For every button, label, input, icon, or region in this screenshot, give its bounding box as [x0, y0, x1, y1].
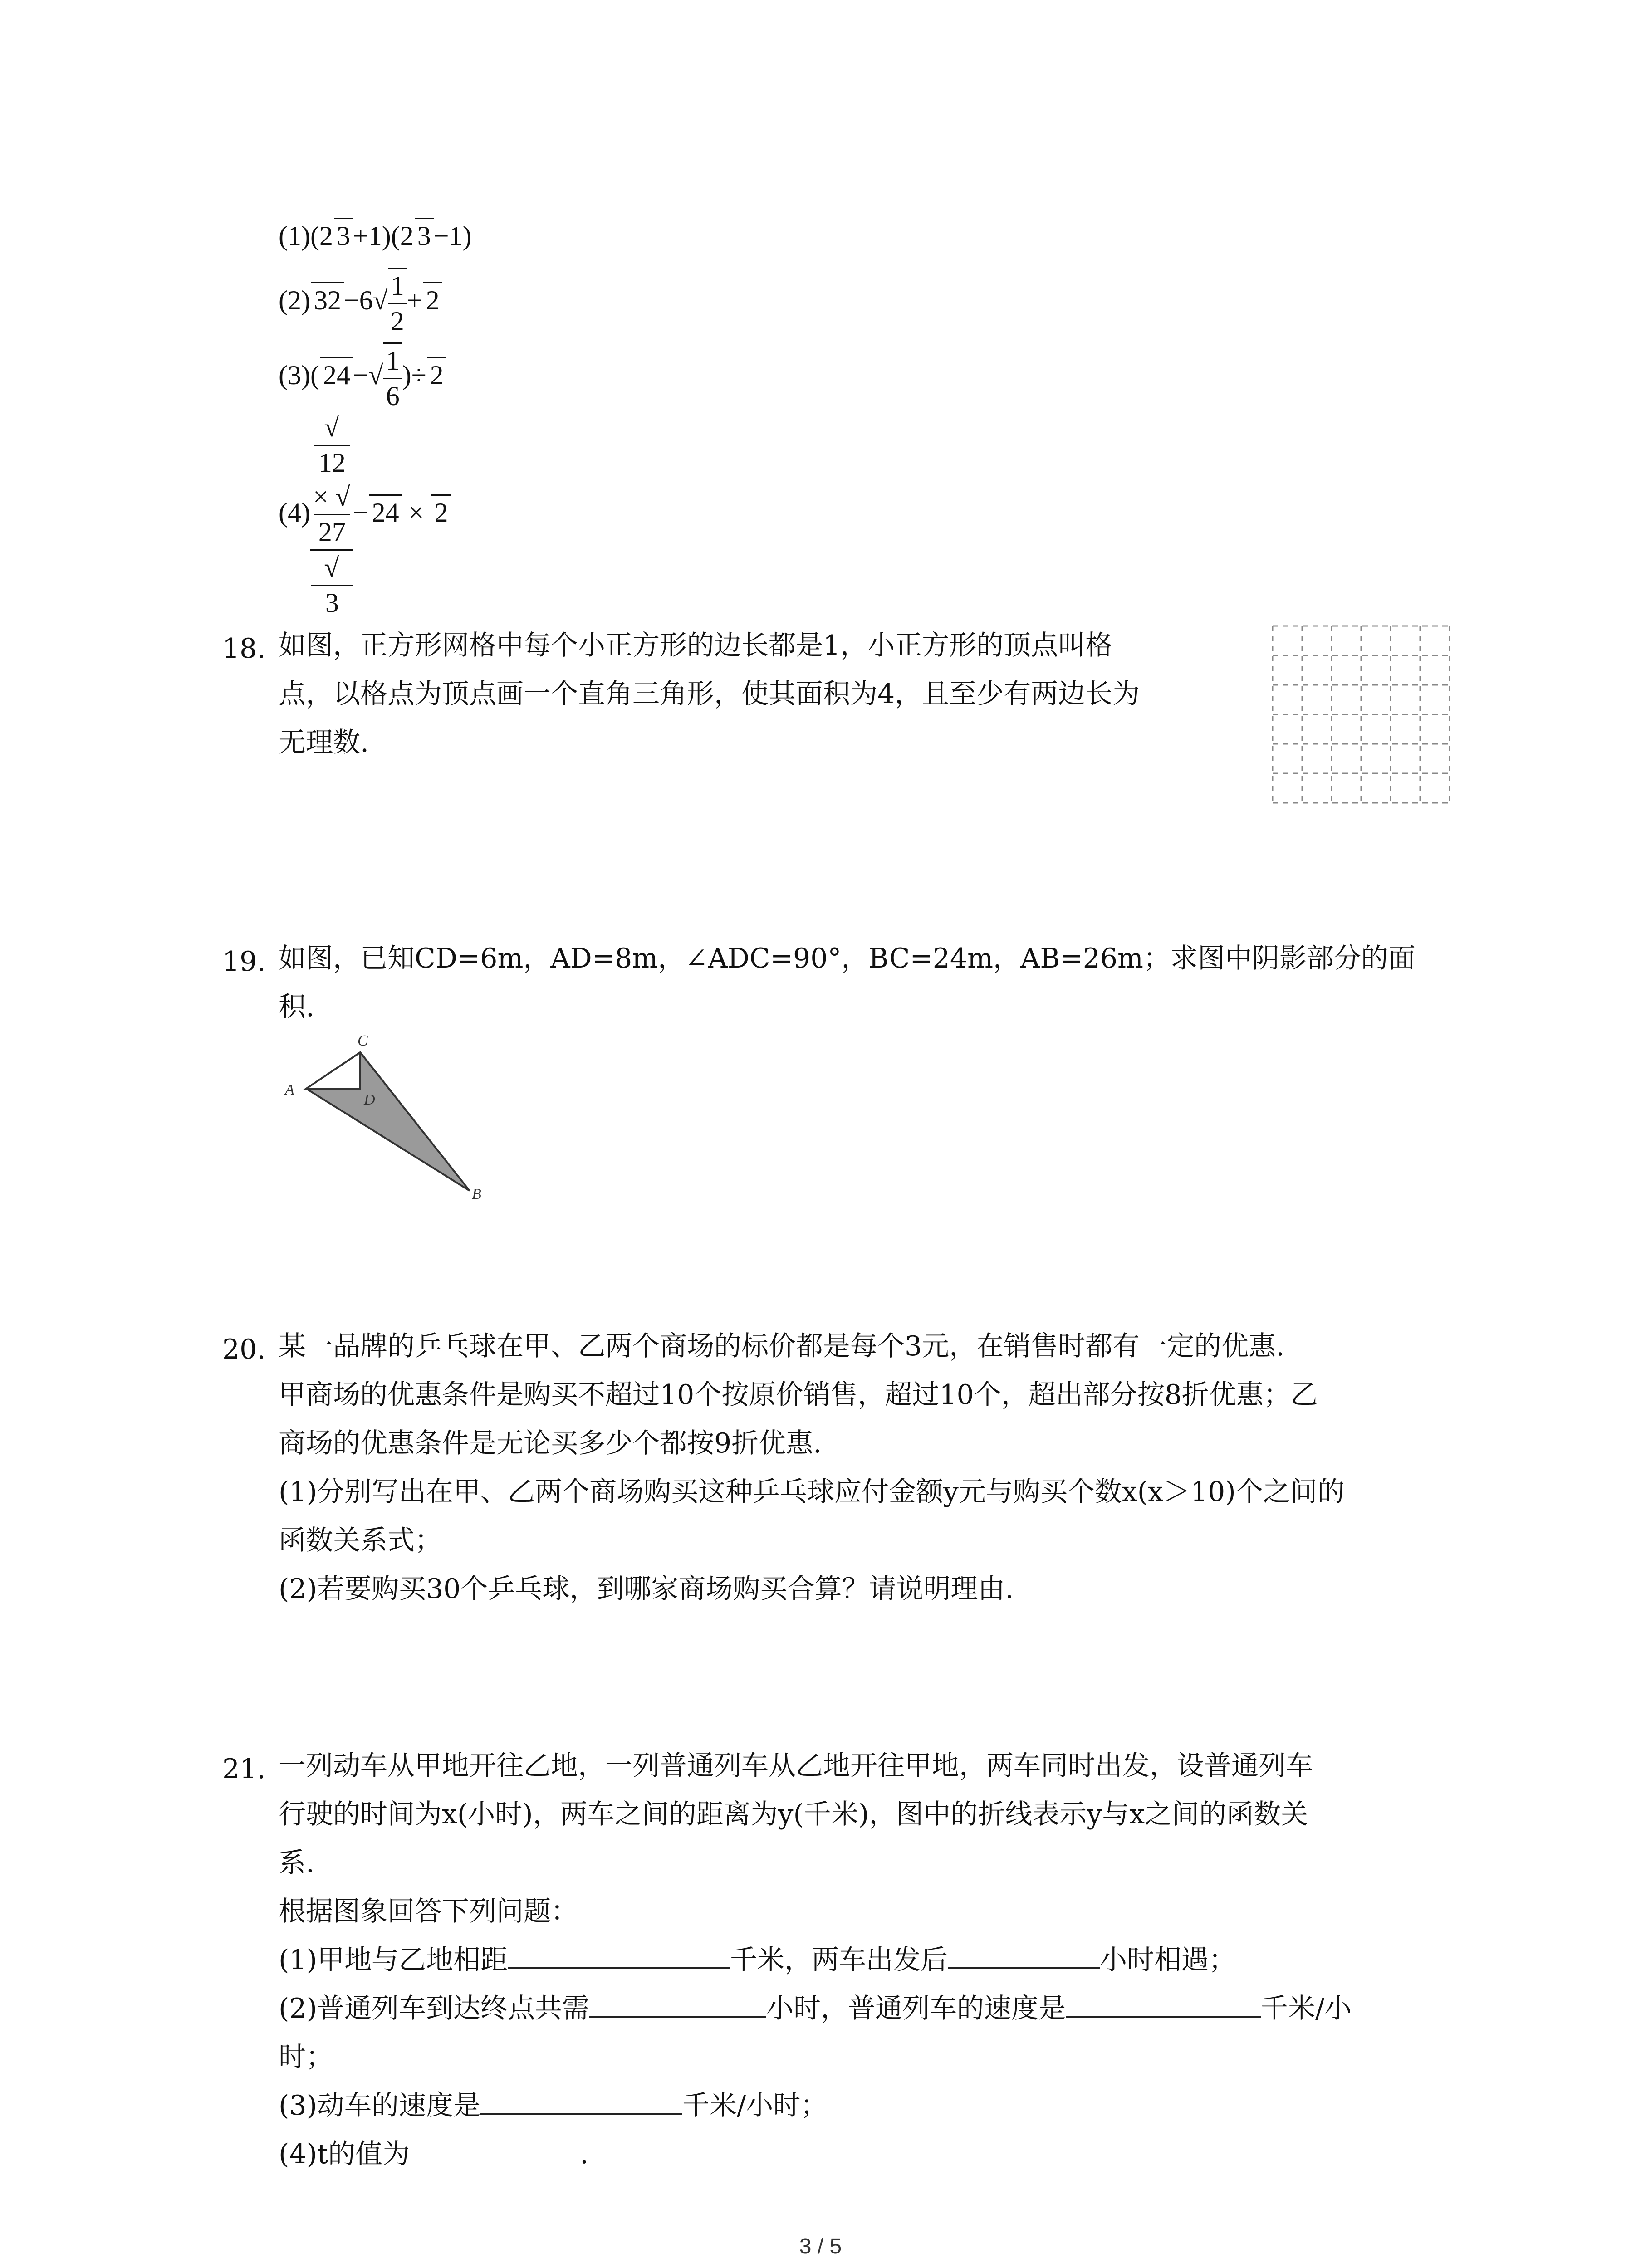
q21-part-4-a: (4)t的值为 — [279, 2138, 410, 2170]
q19-text — [279, 934, 1416, 1031]
q21-part-1-b: 千米，两车出发后 — [730, 1944, 948, 1976]
q18-line-2: 点，以格点为顶点画一个直角三角形，使其面积为4，且至少有两边长为 — [279, 678, 1140, 710]
q19-line-1: 如图，已知CD=6m，AD=8m，∠ADC=90°，BC=24m，AB=26m；求图中阴影部分的面 — [279, 943, 1416, 974]
answer-blank-normal-speed[interactable] — [1066, 1988, 1261, 2018]
q20-line-6: (2)若要购买30个乒乓球，到哪家商场购买合算？请说明理由. — [279, 1573, 1014, 1605]
q18-number: 18. — [222, 633, 266, 665]
q21-line-2: 行驶的时间为x(小时)，两车之间的距离为y(千米)，图中的折线表示y与x之间的函数关 — [279, 1799, 1308, 1830]
q21-number: 21. — [222, 1753, 266, 1785]
label-c: C — [358, 1032, 368, 1049]
answer-blank-distance[interactable] — [508, 1939, 730, 1969]
q21-part-1-a: (1)甲地与乙地相距 — [279, 1944, 508, 1976]
q21-part-2-cont: 时； — [279, 2041, 333, 2073]
calc-item-3: (3)( 24 −√ $\frac{1}{6}$ )÷ 2 — [279, 342, 446, 413]
q20-line-3: 商场的优惠条件是无论买多少个都按9折优惠. — [279, 1427, 822, 1459]
q21-part-3-a: (3)动车的速度是 — [279, 2090, 480, 2121]
q21-text — [279, 1742, 1352, 2179]
q20-line-4: (1)分别写出在甲、乙两个商场购买这种乒乓球应付金额y元与购买个数x(x＞10)个之间的 — [279, 1476, 1345, 1508]
q20-line-5: 函数关系式； — [279, 1525, 442, 1556]
q21-part-1 — [279, 1936, 1352, 1984]
q18-line-1: 如图，正方形网格中每个小正方形的边长都是1，小正方形的顶点叫格 — [279, 630, 1113, 661]
q18-line-3: 无理数. — [279, 727, 369, 758]
q21-part-4-b: . — [580, 2138, 589, 2170]
answer-blank-meet-time[interactable] — [948, 1939, 1100, 1969]
q21-part-2-a: (2)普通列车到达终点共需 — [279, 1993, 589, 2024]
q21-part-2-b: 小时，普通列车的速度是 — [766, 1993, 1066, 2024]
calc-item-1: (1)(2 3 +1)(2 3 −1) — [279, 218, 472, 253]
q20-line-2: 甲商场的优惠条件是购买不超过10个按原价销售，超过10个，超出部分按8折优惠；乙 — [279, 1379, 1318, 1411]
q20-line-1: 某一品牌的乒乓球在甲、乙两个商场的标价都是每个3元，在销售时都有一定的优惠. — [279, 1330, 1285, 1362]
label-a: A — [285, 1081, 294, 1098]
q19-line-2: 积. — [279, 991, 315, 1023]
q21-part-2 — [279, 1984, 1352, 2033]
label-d: D — [364, 1091, 375, 1108]
calc-item-4: (4) √ 12 × √ 27 √ 3 − 24 × 2 — [279, 411, 451, 620]
q21-line-3: 系. — [279, 1847, 315, 1879]
q18-text — [279, 621, 1140, 767]
answer-blank-total-time[interactable] — [589, 1988, 766, 2018]
q18-grid-figure — [1270, 624, 1452, 805]
answer-blank-emu-speed[interactable] — [480, 2085, 682, 2115]
q20-number: 20. — [222, 1334, 266, 1365]
q21-part-3 — [279, 2082, 1352, 2130]
calc-item-2: (2) 32 −6√ $\frac{1}{2}$ + 2 — [279, 268, 442, 338]
q21-part-3-b: 千米/小时； — [682, 2090, 828, 2121]
q19-triangle-figure — [277, 1027, 504, 1200]
label-b: B — [472, 1186, 481, 1200]
page-number: 3 / 5 — [799, 2234, 842, 2258]
q21-line-1: 一列动车从甲地开往乙地，一列普通列车从乙地开往甲地，两车同时出发，设普通列车 — [279, 1750, 1313, 1782]
q21-part-1-c: 小时相遇； — [1100, 1944, 1236, 1976]
q21-line-4: 根据图象回答下列问题： — [279, 1896, 578, 1927]
q20-text — [279, 1322, 1345, 1613]
q19-number: 19. — [222, 946, 266, 978]
q21-part-2-c: 千米/小 — [1261, 1993, 1352, 2024]
q21-part-4 — [279, 2130, 1352, 2179]
